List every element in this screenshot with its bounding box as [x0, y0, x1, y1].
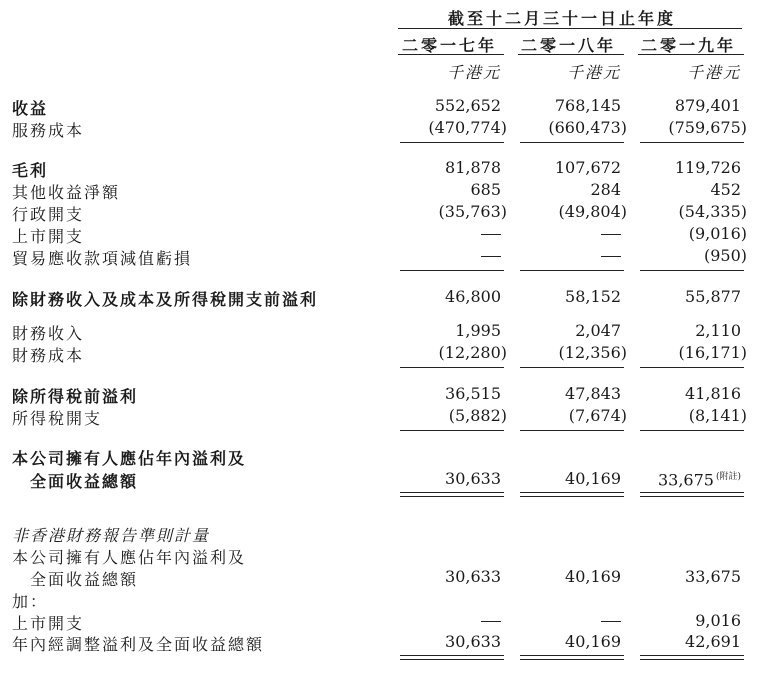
year-header-2018: 二零一八年	[521, 36, 617, 55]
total-double-rule-2018	[520, 492, 624, 497]
period-header-rule	[398, 28, 742, 29]
admin-expenses-2019: (54,335)	[678, 202, 747, 221]
subtotal-rule-2017	[400, 430, 504, 431]
year-rule-2019	[638, 54, 744, 55]
income-tax-2017: (5,882)	[448, 406, 507, 425]
revenue-2017: 552,652	[434, 96, 501, 115]
non-hkfrs-profit-label-line1: 本公司擁有人應佔年內溢利及	[12, 548, 247, 567]
gross-profit-2018: 107,672	[554, 158, 621, 177]
profit-before-tax-label: 除所得稅前溢利	[12, 387, 139, 406]
impairment-2017-nil	[481, 256, 501, 257]
finance-costs-2017: (12,280)	[438, 343, 507, 362]
listing-expenses-label: 上市開支	[12, 227, 85, 246]
non-hkfrs-listing-2019: 9,016	[695, 611, 741, 630]
adjusted-double-rule-2018	[520, 655, 624, 660]
footnote-marker: (附註)	[715, 472, 741, 482]
profit-before-tax-2018: 47,843	[565, 384, 621, 403]
non-hkfrs-profit-2018: 40,169	[565, 567, 621, 586]
profit-attributable-2017: 30,633	[445, 469, 501, 488]
profit-before-finance-2017: 46,800	[445, 287, 501, 306]
adjusted-profit-2018: 40,169	[565, 632, 621, 651]
admin-expenses-label: 行政開支	[12, 205, 85, 224]
finance-income-label: 財務收入	[12, 324, 85, 343]
impairment-2018-nil	[601, 256, 621, 257]
subtotal-rule-2017	[400, 142, 504, 143]
other-income-label: 其他收益淨額	[12, 183, 121, 202]
admin-expenses-2018: (49,804)	[558, 202, 627, 221]
income-tax-2019: (8,141)	[688, 406, 747, 425]
profit-before-finance-2019: 55,877	[685, 287, 741, 306]
other-income-2017: 685	[470, 180, 501, 199]
non-hkfrs-profit-2019: 33,675	[685, 567, 741, 586]
revenue-2019: 879,401	[674, 96, 741, 115]
profit-before-tax-2017: 36,515	[445, 384, 501, 403]
total-double-rule-2019	[640, 492, 744, 497]
listing-expenses-2017-nil	[481, 234, 501, 235]
cost-of-services-2019: (759,675)	[668, 118, 747, 137]
unit-label-2018: 千港元	[566, 63, 621, 82]
subtotal-rule-2017	[400, 270, 504, 271]
year-rule-2017	[398, 54, 504, 55]
add-label: 加：	[12, 592, 49, 611]
admin-expenses-2017: (35,763)	[438, 202, 507, 221]
finance-income-2017: 1,995	[455, 321, 501, 340]
adjusted-profit-2019: 42,691	[685, 632, 741, 651]
subtotal-rule-2019	[640, 430, 744, 431]
profit-before-tax-2019: 41,816	[685, 384, 741, 403]
subtotal-rule-2017	[400, 367, 504, 368]
gross-profit-2017: 81,878	[445, 158, 501, 177]
subtotal-rule-2018	[520, 430, 624, 431]
subtotal-rule-2018	[520, 270, 624, 271]
impairment-2019: (950)	[703, 246, 747, 265]
unit-label-2019: 千港元	[686, 63, 741, 82]
other-income-2018: 284	[590, 180, 621, 199]
year-header-2017: 二零一七年	[402, 36, 498, 55]
finance-costs-label: 財務成本	[12, 346, 85, 365]
period-header: 截至十二月三十一日止年度	[448, 9, 677, 28]
revenue-label: 收益	[12, 99, 49, 118]
subtotal-rule-2018	[520, 142, 624, 143]
subtotal-rule-2019	[640, 367, 744, 368]
profit-before-finance-label: 除財務收入及成本及所得稅開支前溢利	[12, 290, 319, 309]
profit-attributable-2019-cell	[658, 469, 741, 489]
year-rule-2018	[518, 54, 624, 55]
cost-of-services-2018: (660,473)	[548, 118, 627, 137]
finance-income-2018: 2,047	[575, 321, 621, 340]
non-hkfrs-profit-label-line2: 全面收益總額	[30, 570, 139, 589]
revenue-2018: 768,145	[554, 96, 621, 115]
subtotal-rule-2019	[640, 142, 744, 143]
subtotal-rule-2019	[640, 270, 744, 271]
cost-of-services-2017: (470,774)	[428, 118, 507, 137]
finance-costs-2018: (12,356)	[558, 343, 627, 362]
subtotal-rule-2018	[520, 367, 624, 368]
non-hkfrs-title: 非香港財務報告準則計量	[12, 526, 211, 545]
non-hkfrs-profit-2017: 30,633	[445, 567, 501, 586]
listing-expenses-2019: (9,016)	[688, 224, 747, 243]
non-hkfrs-listing-2017-nil	[481, 621, 501, 622]
profit-before-finance-2018: 58,152	[565, 287, 621, 306]
adjusted-double-rule-2019	[640, 655, 744, 660]
income-tax-label: 所得稅開支	[12, 409, 103, 428]
adjusted-profit-2017: 30,633	[445, 632, 501, 651]
impairment-label: 貿易應收款項減值虧損	[12, 249, 193, 268]
year-header-2019: 二零一九年	[641, 36, 737, 55]
finance-income-2019: 2,110	[695, 321, 741, 340]
finance-costs-2019: (16,171)	[678, 343, 747, 362]
profit-attributable-label-line2: 全面收益總額	[30, 472, 139, 491]
gross-profit-2019: 119,726	[674, 158, 741, 177]
profit-attributable-2019: 33,675	[657, 470, 714, 490]
cost-of-services-label: 服務成本	[12, 121, 85, 140]
adjusted-double-rule-2017	[400, 655, 504, 660]
other-income-2019: 452	[710, 180, 741, 199]
profit-attributable-2018: 40,169	[565, 469, 621, 488]
listing-expenses-2018-nil	[601, 234, 621, 235]
adjusted-profit-label: 年內經調整溢利及全面收益總額	[12, 635, 265, 654]
non-hkfrs-listing-2018-nil	[601, 621, 621, 622]
profit-attributable-label-line1: 本公司擁有人應佔年內溢利及	[12, 449, 247, 468]
gross-profit-label: 毛利	[12, 161, 49, 180]
unit-label-2017: 千港元	[446, 63, 501, 82]
non-hkfrs-listing-label: 上市開支	[12, 614, 85, 633]
income-tax-2018: (7,674)	[568, 406, 627, 425]
total-double-rule-2017	[400, 492, 504, 497]
